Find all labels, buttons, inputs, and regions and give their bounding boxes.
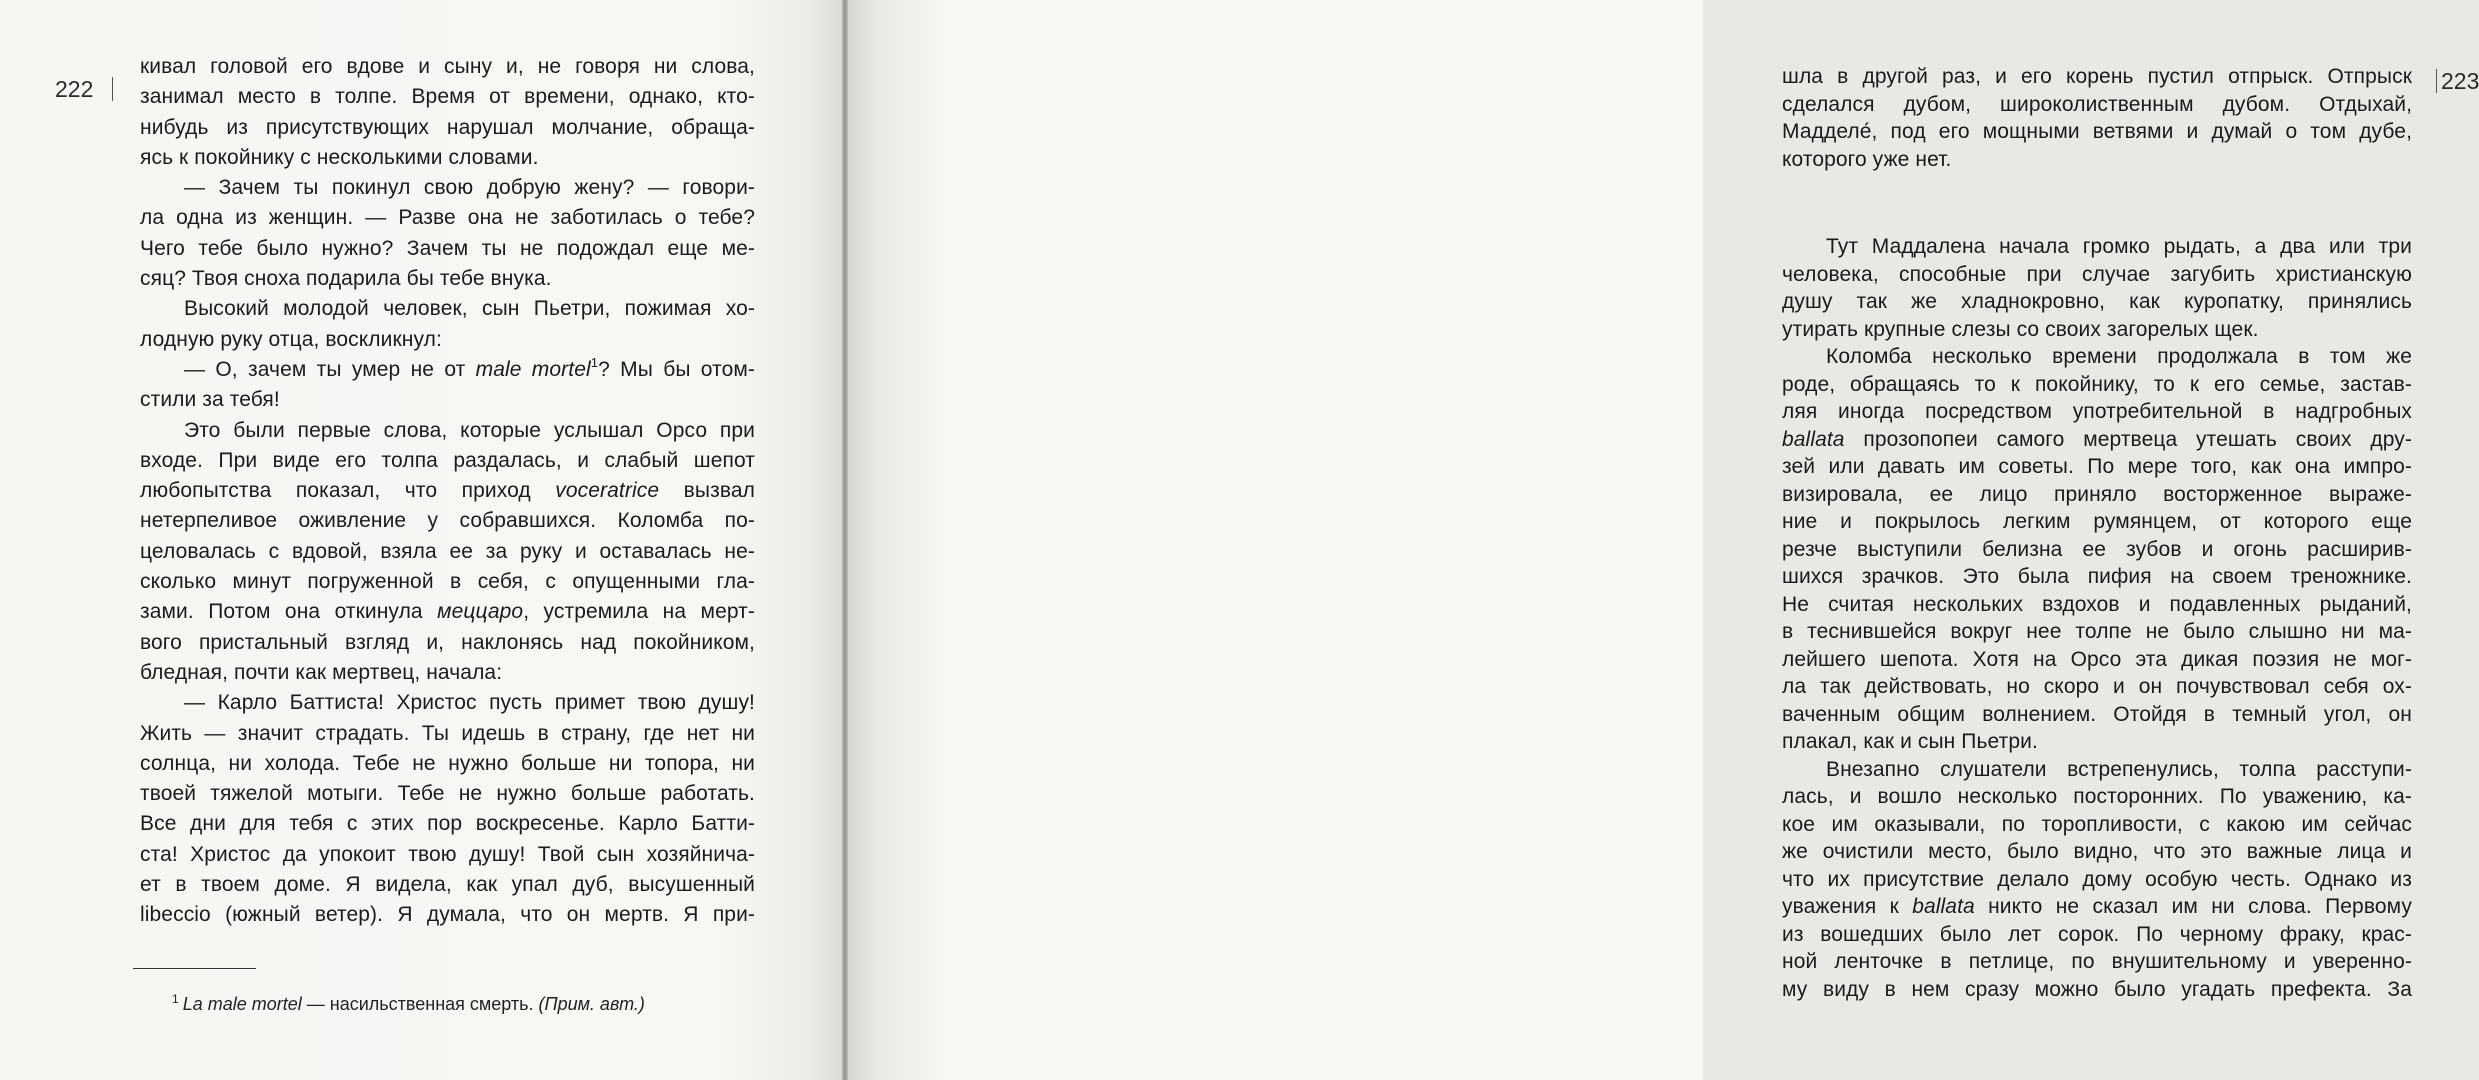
book-gutter — [842, 0, 848, 1080]
text-line — [1782, 426, 2412, 454]
footnote-note: (Прим. авт.) — [538, 994, 645, 1014]
right-page-text — [1782, 233, 2412, 1003]
text-line: Не считая нескольких вздохов и подавленных рыданий, — [1782, 592, 2412, 616]
text-line: ной ленточке в петлице, по внушительному и уверенно- — [1782, 950, 2412, 973]
text-line: твоей тяжелой мотыги. Тебе не нужно больше работать. — [140, 782, 755, 806]
text-line — [140, 355, 755, 385]
footnote — [172, 992, 645, 1015]
text-line: сяц? Твоя сноха подарила бы тебе внука. — [140, 267, 552, 291]
italic-term: ballata — [1782, 427, 1845, 451]
text-line: сделался дубом, широколиственным дубом. Отдыхай, — [1782, 92, 2412, 116]
text-line: роде, обращаясь то к покойнику, то к его семье, застав- — [1782, 372, 2412, 396]
text-segment: вызвал — [659, 479, 755, 503]
text-line: занимал место в толпе. Время от времени, однако, кто- — [140, 85, 755, 109]
text-line — [140, 597, 755, 627]
page-number-separator — [112, 77, 113, 101]
text-line: Высокий молодой человек, сын Пьетри, пожимая хо- — [184, 297, 755, 321]
text-line: солнца, ни холода. Тебе не нужно больше ни топора, ни — [140, 751, 755, 775]
text-line: резче выступили белизна ее зубов и огонь расширив- — [1782, 537, 2412, 561]
text-segment: любопытства показал, что приход — [140, 479, 556, 503]
text-line: же очистили место, было видно, что это важные лица и — [1782, 840, 2412, 863]
footnote-marker: 1 — [590, 354, 599, 370]
text-line: шла в другой раз, и его корень пустил отпрыск. Отпрыск — [1782, 65, 2412, 88]
text-line: Внезапно слушатели встрепенулись, толпа расступи- — [1826, 757, 2412, 781]
text-line: человека, способные при случае загубить христианскую — [1782, 262, 2412, 286]
text-line: ясь к покойнику с несколькими словами. — [140, 145, 539, 169]
text-line: душу так же хладнокровно, как куропатку, принялись — [1782, 290, 2412, 313]
text-line: — Карло Баттиста! Христос пусть примет твою душу! — [184, 691, 755, 715]
text-line: которого уже нет. — [1782, 147, 1952, 171]
text-line: Жить — значит страдать. Ты идешь в страну, где нет ни — [140, 721, 755, 745]
footnote-number: 1 — [172, 992, 179, 1006]
text-line: в теснившейся вокруг нее толпе не было слышно ни ма- — [1782, 620, 2412, 643]
left-page-text — [140, 52, 755, 931]
text-line: — Зачем ты покинул свою добрую жену? — говори- — [184, 176, 755, 200]
text-line: из вошедших было лет сорок. По черному фраку, крас- — [1782, 922, 2412, 946]
text-segment: зами. Потом она откинула — [140, 600, 438, 624]
italic-term: меццаро — [437, 600, 524, 624]
right-page-top-text — [1782, 63, 2412, 173]
text-line — [1782, 893, 2412, 921]
text-line: лейшего шепота. Хотя на Орсо эта дикая поэзия не мог- — [1782, 647, 2412, 671]
text-line: libeccio (южный ветер). Я думала, что он мертв. Я при- — [140, 903, 755, 927]
italic-term: voceratrice — [555, 479, 660, 503]
text-segment: никто не сказал им ни слова. Первому — [1974, 895, 2412, 918]
text-line: шихся зрачков. Это была пифия на своем треножнике. — [1782, 565, 2412, 588]
text-line: ваченным общим волнением. Отойдя в темный угол, он — [1782, 702, 2412, 726]
text-line: Это были первые слова, которые услышал Орсо при — [184, 418, 755, 442]
text-line: Чего тебе было нужно? Зачем ты не подождал еще ме- — [140, 236, 755, 260]
text-segment: , устремила на мерт- — [523, 600, 755, 624]
text-line: утирать крупные слезы со своих загорелых щек. — [1782, 317, 2259, 341]
italic-term: male mortel — [475, 357, 591, 381]
text-line: ста! Христос да упокоит твою душу! Твой сын хозяйнича- — [140, 842, 755, 866]
text-line: ет в твоем доме. Я видела, как упал дуб, высушенный — [140, 873, 755, 897]
text-line — [140, 476, 755, 506]
text-line: целовалась с вдовой, взяла ее за руку и оставалась не- — [140, 539, 755, 563]
text-segment: — О, зачем ты умер не от — [184, 357, 476, 381]
text-line: Мадделе́, под его мощными ветвями и думай о том дубе, — [1782, 120, 2412, 143]
text-line: бледная, почти как мертвец, начала: — [140, 660, 503, 684]
text-line: визировала, ее лицо приняло восторженное выраже- — [1782, 482, 2412, 506]
text-line: ние и покрылось легким румянцем, от которого еще — [1782, 510, 2412, 533]
text-segment: уважения к — [1782, 895, 1913, 918]
text-line: нибудь из присутствующих нарушал молчание, обраща- — [140, 115, 755, 139]
text-line: кивал головой его вдове и сыну и, не говоря ни слова, — [140, 55, 755, 78]
text-line: ла так действовать, но скоро и он почувствовал себя ох- — [1782, 675, 2412, 698]
text-line: сколько минут погруженной в себя, с опущенными гла- — [140, 570, 755, 594]
page-number-left: 222 — [55, 76, 94, 102]
text-line: лодную руку отца, воскликнул: — [140, 327, 442, 351]
text-line: ляя иногда посредством употребительной в надгробных — [1782, 400, 2412, 423]
text-line: Все дни для тебя с этих пор воскресенье. Карло Батти- — [140, 812, 755, 836]
text-line: кое им оказывали, по торопливости, с какою им сейчас — [1782, 812, 2412, 836]
text-line: зей или давать им советы. По мере того, как она импро- — [1782, 455, 2412, 478]
text-segment: ? Мы бы отом- — [598, 357, 756, 381]
text-line: му виду в нем сразу можно было угадать префекта. За — [1782, 977, 2412, 1001]
text-line: что их присутствие делало дому особую честь. Однако из — [1782, 867, 2412, 891]
footnote-term: La male mortel — [182, 994, 302, 1014]
italic-term: ballata — [1912, 895, 1975, 918]
text-segment: прозопопеи самого мертвеца утешать своих дру- — [1844, 427, 2412, 451]
text-line: входе. При виде его толпа раздалась, и слабый шепот — [140, 448, 755, 472]
text-line: Тут Маддалена начала громко рыдать, а два или три — [1826, 235, 2412, 258]
text-line: Коломба несколько времени продолжала в том же — [1826, 345, 2412, 368]
text-line: плакал, как и сын Пьетри. — [1782, 730, 2038, 753]
footnote-text: — насильственная смерть. — [301, 994, 539, 1014]
text-line: вого пристальный взгляд и, наклонясь над покойником, — [140, 630, 755, 654]
text-line: лась, и вошло несколько посторонних. По уважению, ка- — [1782, 785, 2412, 808]
page-number-separator — [2436, 69, 2437, 93]
text-line: стили за тебя! — [140, 388, 280, 412]
text-line: нетерпеливое оживление у собравшихся. Коломба по- — [140, 509, 755, 533]
left-page — [0, 0, 845, 1080]
footnote-rule — [133, 968, 256, 969]
text-line: ла одна из женщин. — Разве она не заботилась о тебе? — [140, 206, 755, 230]
page-number-right: 223 — [2441, 68, 2479, 94]
right-page — [845, 0, 2479, 1080]
